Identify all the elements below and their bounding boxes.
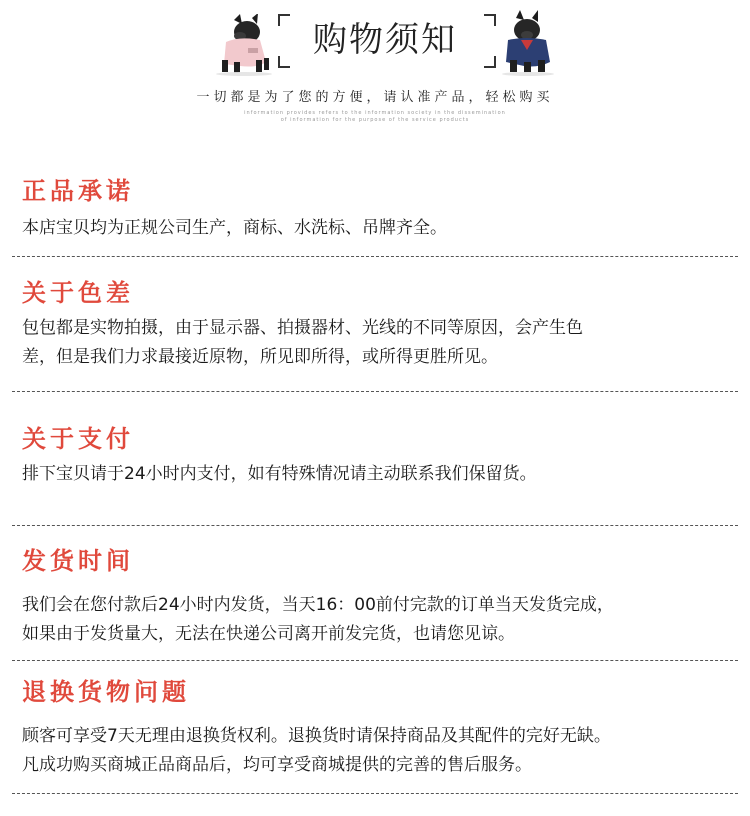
bracket-corner	[278, 14, 290, 26]
body-line: 凡成功购买商城正品商品后，均可享受商城提供的完善的售后服务。	[22, 755, 532, 775]
english-caption-line-2: of information for the purpose of the service products	[280, 117, 470, 123]
section-body	[22, 591, 742, 649]
page-subtitle: 一切都是为了您的方便，请认准产品，轻松购买	[196, 90, 554, 105]
body-line: 顾客可享受7天无理由退换货权利。退换货时请保持商品及其配件的完好无缺。	[22, 726, 611, 746]
section-title: 关于色差	[22, 279, 134, 307]
section-body	[22, 314, 742, 372]
body-line: 本店宝贝均为正规公司生产，商标、水洗标、吊牌齐全。	[22, 218, 447, 238]
body-line: 我们会在您付款后24小时内发货，当天16：00前付完款的订单当天发货完成，	[22, 595, 614, 615]
bulldog-navy-jacket-icon	[494, 10, 564, 76]
bulldog-pink-shirt-icon	[200, 14, 280, 76]
dashed-divider	[12, 256, 738, 257]
bracket-corner	[484, 56, 496, 68]
section-body	[22, 214, 742, 243]
body-line: 如果由于发货量大，无法在快递公司离开前发完货，也请您见谅。	[22, 624, 515, 644]
section-title: 退换货物问题	[22, 678, 190, 706]
english-caption-line-1: information provides refers to the information society in the dissemination	[244, 110, 506, 116]
section-title: 正品承诺	[22, 177, 134, 205]
bracket-corner	[278, 56, 290, 68]
section-body	[22, 460, 742, 489]
bracket-corner	[484, 14, 496, 26]
dashed-divider	[12, 391, 738, 392]
dashed-divider	[12, 793, 738, 794]
body-line: 差，但是我们力求最接近原物，所见即所得，或所得更胜所见。	[22, 347, 498, 367]
body-line: 包包都是实物拍摄，由于显示器、拍摄器材、光线的不同等原因，会产生色	[22, 318, 583, 338]
section-title: 关于支付	[22, 425, 134, 453]
dashed-divider	[12, 525, 738, 526]
body-line: 排下宝贝请于24小时内支付，如有特殊情况请主动联系我们保留货。	[22, 464, 537, 484]
dashed-divider	[12, 660, 738, 661]
section-body	[22, 722, 742, 780]
section-title: 发货时间	[22, 547, 134, 575]
page-title: 购物须知	[313, 20, 457, 60]
